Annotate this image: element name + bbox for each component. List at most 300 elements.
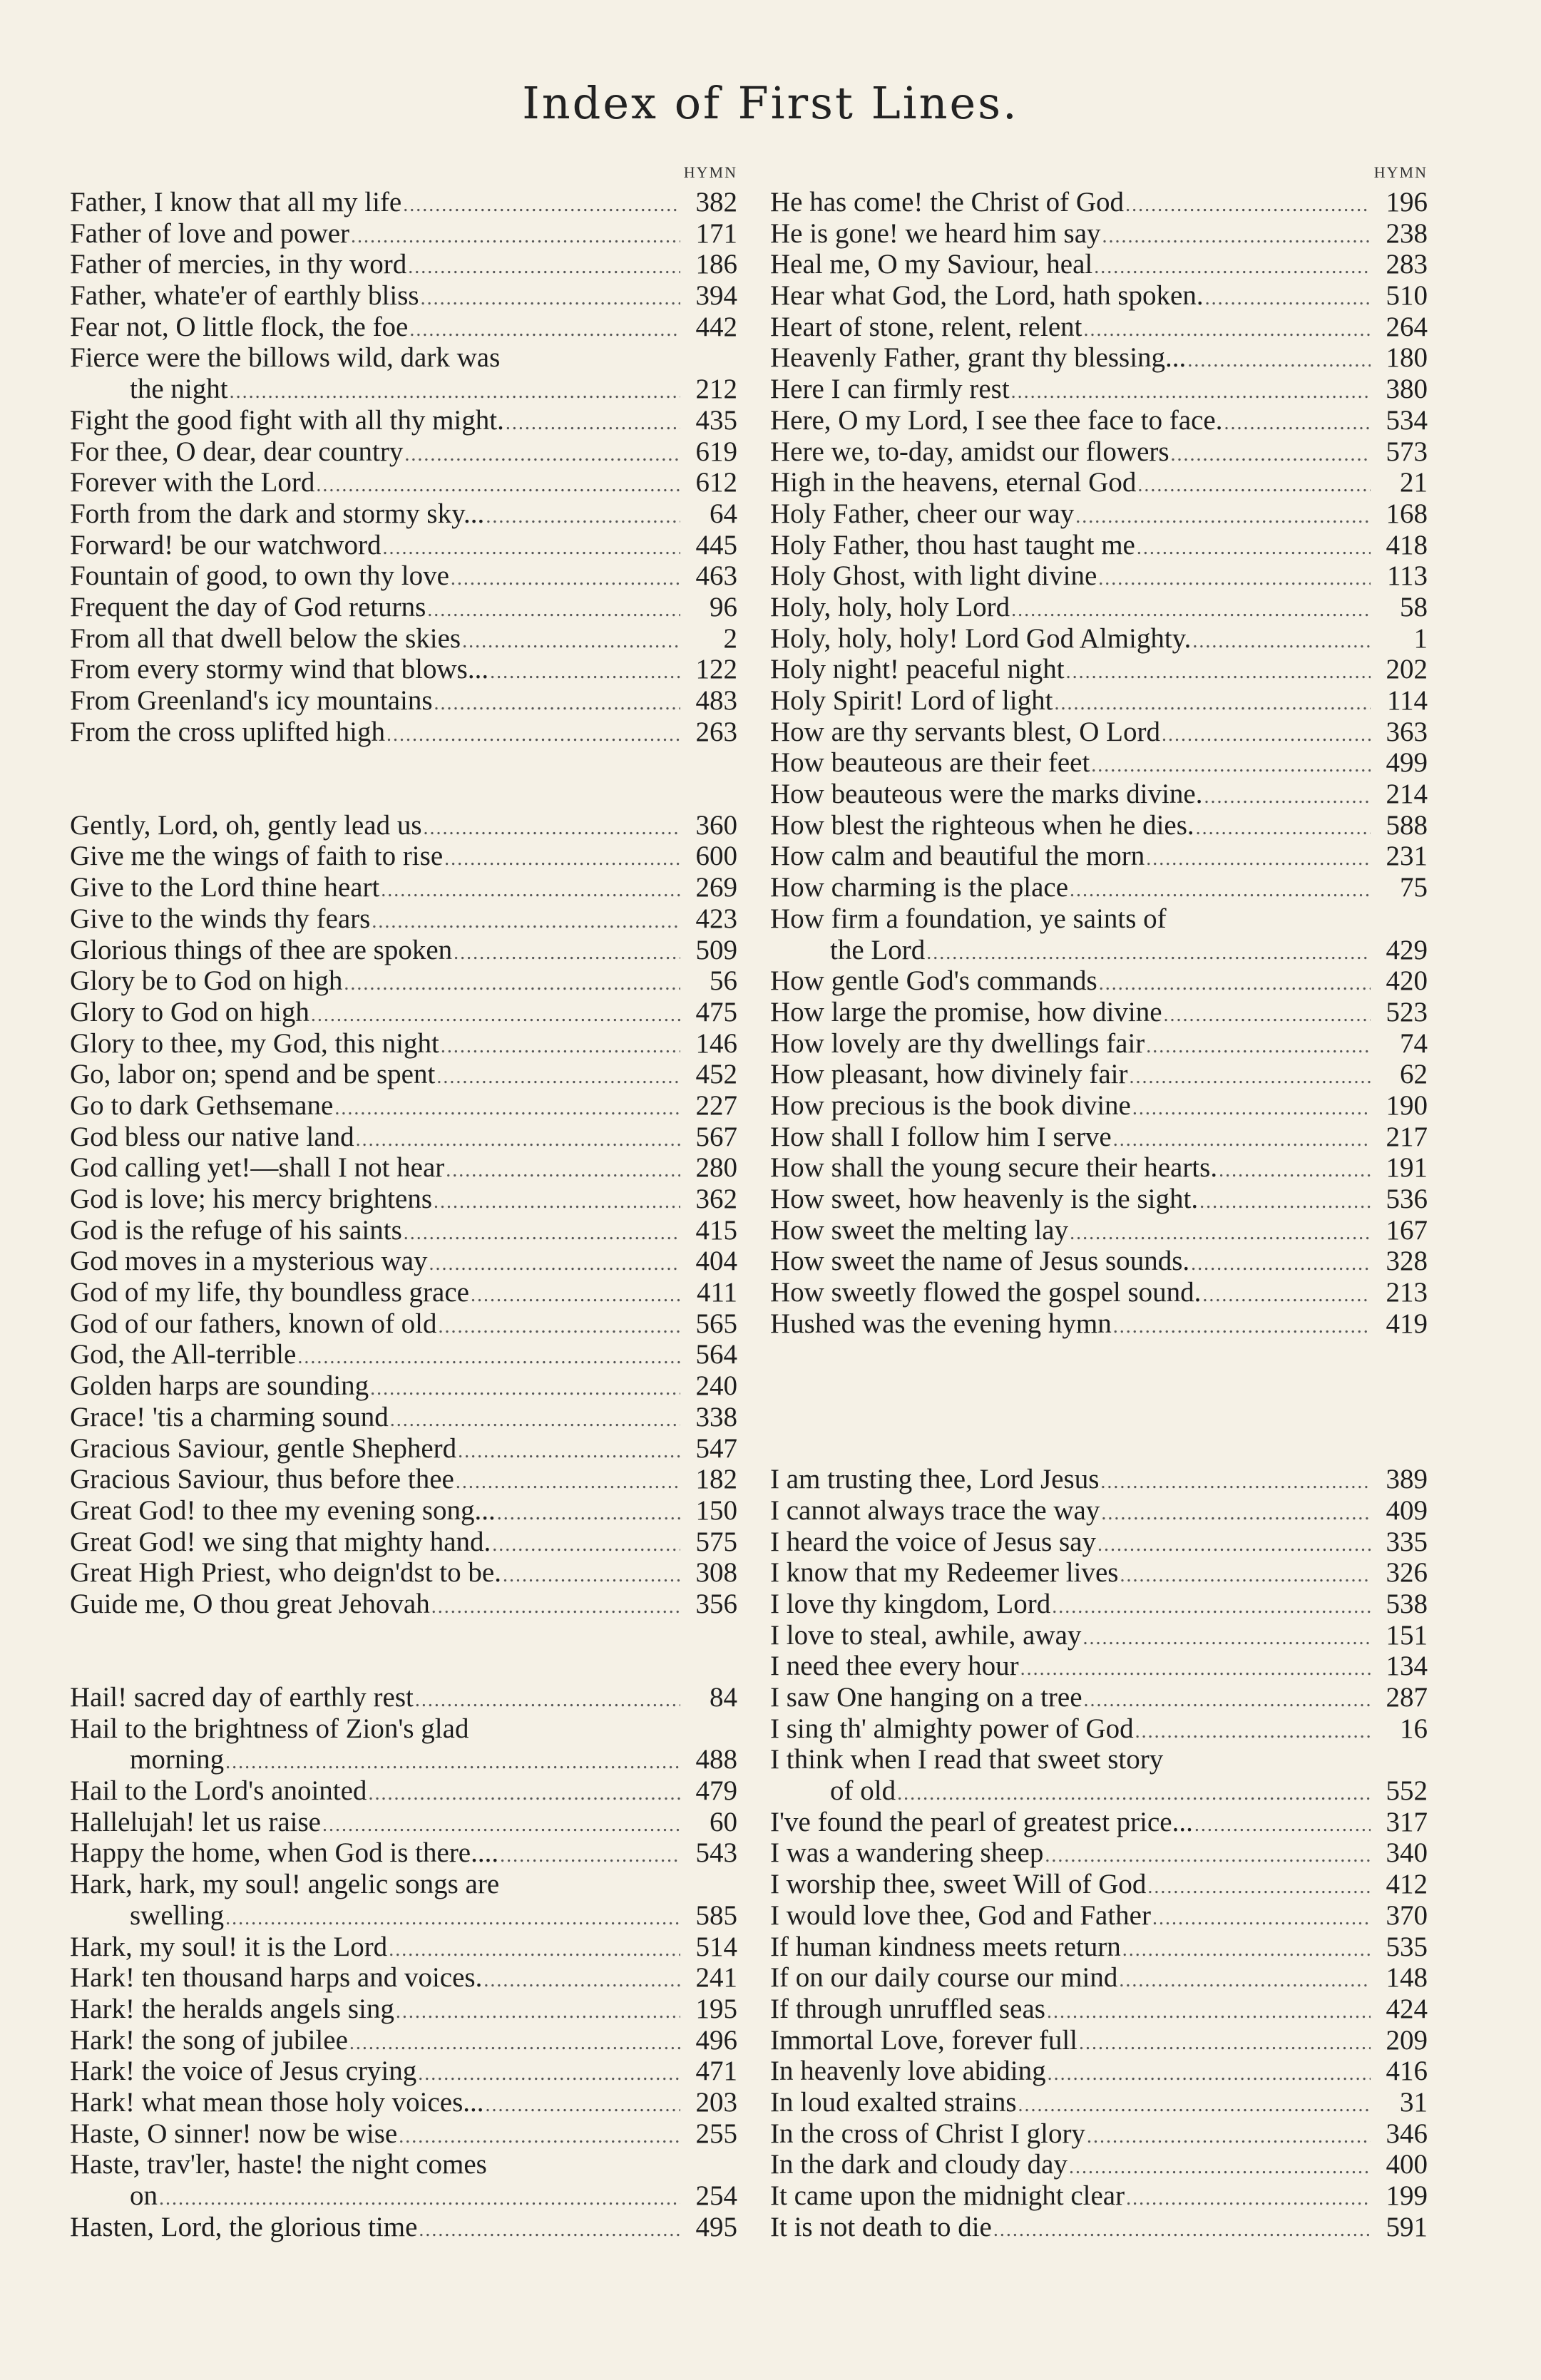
index-entry	[770, 436, 1428, 468]
hymn-number: 483	[695, 685, 737, 716]
dot-leader	[1079, 2028, 1371, 2059]
hymn-number: 471	[695, 2056, 737, 2087]
index-entry	[70, 218, 737, 250]
index-entry	[770, 1277, 1428, 1308]
first-line-text: Here, O my Lord, I see thee face to face.	[770, 404, 1223, 436]
first-line-text: From Greenland's icy mountains	[70, 685, 433, 716]
index-entry	[770, 1557, 1428, 1589]
index-entry	[70, 1184, 737, 1215]
index-entry	[70, 1837, 737, 1869]
hymn-number: 573	[1386, 436, 1428, 467]
dot-leader	[1135, 1716, 1371, 1748]
dot-leader	[424, 813, 680, 844]
first-line-text: I sing th' almighty power of God	[770, 1713, 1134, 1744]
hymn-number: 231	[1386, 841, 1428, 872]
first-line-text: Holy Father, thou hast taught me	[770, 529, 1135, 560]
index-entry	[70, 498, 737, 530]
hymn-number: 148	[1386, 1962, 1428, 1994]
index-entry	[770, 1651, 1428, 1682]
dot-leader	[225, 1903, 680, 1934]
dot-leader	[1120, 1560, 1371, 1591]
index-entry	[70, 342, 737, 404]
index-entry	[770, 1090, 1428, 1122]
index-entry	[770, 1837, 1428, 1869]
first-line-text: Here we, to-day, amidst our flowers	[770, 436, 1169, 467]
first-line-text: I cannot always trace the way	[770, 1494, 1100, 1526]
first-line-text: God, the All-terrible	[70, 1339, 297, 1370]
hymn-number: 536	[1386, 1184, 1428, 1214]
first-line-text: Heart of stone, relent, relent	[770, 311, 1082, 342]
hymn-number: 389	[1386, 1464, 1428, 1495]
section-gap	[770, 1402, 1428, 1464]
first-line-text: Gracious Saviour, gentle Shepherd	[70, 1432, 457, 1464]
hymn-number: 240	[695, 1370, 737, 1402]
hymn-number: 227	[695, 1089, 737, 1121]
first-line-text: Holy night! peaceful night	[770, 654, 1065, 685]
dot-leader	[1048, 2058, 1371, 2090]
hymn-number: 21	[1400, 467, 1428, 498]
hymn-number: 195	[695, 1993, 737, 2024]
index-entry	[770, 1215, 1428, 1246]
hymn-number: 134	[1386, 1651, 1428, 1682]
first-line-text: Golden harps are sounding	[70, 1370, 369, 1402]
hymn-number: 1	[1413, 622, 1428, 654]
hymn-number: 564	[695, 1339, 737, 1370]
index-entry	[770, 342, 1428, 374]
hymn-number: 400	[1386, 2149, 1428, 2180]
index-entry	[770, 249, 1428, 280]
index-entry	[770, 1962, 1428, 1994]
dot-leader	[1113, 1311, 1371, 1343]
index-entry	[770, 1464, 1428, 1495]
hymn-number: 64	[710, 498, 737, 529]
first-line-text: Haste, trav'ler, haste! the night comes	[70, 2149, 487, 2180]
first-line-text: If on our daily course our mind	[770, 1962, 1118, 1994]
hymn-number: 509	[695, 934, 737, 965]
first-line-text: Glorious things of thee are spoken	[70, 934, 453, 965]
dot-leader	[1125, 190, 1371, 221]
index-entry	[770, 1059, 1428, 1090]
first-line-text: Gently, Lord, oh, gently lead us	[70, 809, 422, 841]
hymn-number: 442	[695, 311, 737, 342]
dot-leader	[436, 1062, 680, 1093]
index-entry	[770, 810, 1428, 841]
index-entry	[770, 1122, 1428, 1153]
index-entry	[70, 1152, 737, 1184]
first-line-text: Holy Father, cheer our way	[770, 498, 1075, 529]
hymn-number: 241	[695, 1962, 737, 1994]
dot-leader	[897, 1778, 1371, 1810]
first-line-text: I know that my Redeemer lives	[770, 1557, 1119, 1589]
dot-leader	[230, 376, 680, 408]
index-entry	[770, 405, 1428, 436]
page-title: Index of First Lines.	[522, 77, 1019, 129]
index-entry	[770, 1932, 1428, 1963]
hymn-number: 488	[695, 1744, 737, 1775]
hymn-number: 380	[1386, 374, 1428, 405]
first-line-text: From every stormy wind that blows...	[70, 654, 489, 685]
first-line-text: Hail! sacred day of earthly rest	[70, 1682, 414, 1713]
first-line-text: Go to dark Gethsemane	[70, 1089, 334, 1121]
dot-leader	[1082, 1623, 1371, 1654]
first-line-text: I love to steal, awhile, away	[770, 1619, 1082, 1651]
index-entry	[770, 1028, 1428, 1060]
hymn-number: 168	[1386, 498, 1428, 529]
hymn-number: 264	[1386, 311, 1428, 342]
entry-list	[770, 187, 1428, 2242]
first-line-text: Holy Ghost, with light divine	[770, 560, 1097, 592]
dot-leader	[1171, 439, 1371, 471]
dot-leader	[403, 190, 680, 221]
dot-leader	[389, 1934, 680, 1966]
hymn-number: 16	[1400, 1713, 1428, 1744]
index-entry	[770, 747, 1428, 779]
first-line-text: I would love thee, God and Father	[770, 1899, 1151, 1931]
hymn-number: 2	[723, 622, 737, 654]
index-entry	[770, 530, 1428, 561]
index-entry	[770, 560, 1428, 592]
index-entry	[70, 997, 737, 1028]
index-entry	[770, 685, 1428, 717]
index-entry	[70, 1713, 737, 1775]
first-line-text: Hail to the Lord's anointed	[70, 1775, 367, 1807]
index-entry	[770, 872, 1428, 903]
hymn-number: 496	[695, 2024, 737, 2056]
first-line-text: Hail to the brightness of Zion's glad	[70, 1713, 469, 1744]
hymn-number: 534	[1386, 404, 1428, 436]
first-line-text: Fountain of good, to own thy love	[70, 560, 449, 592]
hymn-number: 269	[695, 872, 737, 903]
index-entry	[770, 2025, 1428, 2056]
index-entry	[770, 1527, 1428, 1558]
first-line-text: Glory to God on high	[70, 996, 309, 1027]
index-entry	[70, 1215, 737, 1246]
first-line-text: Great God! to thee my evening song...	[70, 1494, 496, 1526]
dot-leader	[1187, 345, 1371, 376]
index-entry	[770, 312, 1428, 343]
dot-leader	[434, 1186, 680, 1218]
hymn-number: 84	[710, 1682, 737, 1713]
index-entry	[70, 530, 737, 561]
index-entry	[770, 187, 1428, 218]
index-entry	[70, 965, 737, 997]
dot-leader	[399, 2121, 680, 2153]
hymn-number: 96	[710, 591, 737, 622]
first-line-text: Hark! what mean those holy voices...	[70, 2086, 484, 2118]
first-line-text: God is love; his mercy brightens	[70, 1184, 433, 1215]
dot-leader	[322, 1810, 680, 1841]
first-line-text: How charming is the place	[770, 872, 1069, 903]
first-line-text: It is not death to die	[770, 2211, 992, 2242]
first-line-text: In the cross of Christ I glory	[770, 2118, 1085, 2149]
index-entry	[70, 2025, 737, 2056]
dot-leader	[370, 1373, 680, 1405]
index-entry	[770, 467, 1428, 498]
first-line-text: Father of love and power	[70, 217, 350, 249]
index-entry	[70, 1464, 737, 1495]
hymn-number: 146	[695, 1027, 737, 1059]
first-line-text: How shall the young secure their hearts.	[770, 1152, 1218, 1184]
hymn-number: 404	[695, 1246, 737, 1277]
first-line-text: Heavenly Father, grant thy blessing...	[770, 342, 1187, 374]
dot-leader	[1066, 657, 1371, 688]
index-entry	[70, 249, 737, 280]
index-entry	[770, 374, 1428, 405]
hymn-number: 114	[1386, 685, 1428, 716]
dot-leader	[1069, 2152, 1371, 2183]
first-line-text: How sweet, how heavenly is the sight.	[770, 1184, 1199, 1214]
first-line-text: Hark! ten thousand harps and voices.	[70, 1962, 483, 1994]
first-line-text: Hushed was the evening hymn	[770, 1308, 1112, 1339]
dot-leader	[1196, 813, 1371, 844]
index-entry	[770, 2087, 1428, 2118]
dot-leader	[506, 408, 680, 439]
index-entry	[770, 1246, 1428, 1277]
dot-leader	[390, 1405, 680, 1436]
dot-leader	[1202, 1280, 1371, 1311]
hymn-number: 113	[1386, 560, 1428, 592]
first-line-text: morning	[130, 1744, 225, 1775]
dot-leader	[1129, 1062, 1371, 1093]
first-line-text: Frequent the day of God returns	[70, 591, 426, 622]
first-line-text: Give to the winds thy fears	[70, 903, 371, 934]
first-line-text: Happy the home, when God is there....	[70, 1837, 499, 1869]
first-line-text: It came upon the midnight clear	[770, 2180, 1125, 2212]
dot-leader	[1162, 719, 1371, 751]
hymn-number: 58	[1400, 591, 1428, 622]
first-line-text: How sweet the name of Jesus sounds.	[770, 1246, 1190, 1277]
index-entry	[70, 2149, 737, 2211]
dot-leader	[1199, 1186, 1371, 1218]
first-line-text: How beauteous were the marks divine.	[770, 779, 1203, 810]
first-line-text: How lovely are thy dwellings fair	[770, 1027, 1145, 1059]
index-entry	[70, 654, 737, 685]
index-entry	[770, 1184, 1428, 1215]
dot-leader	[1164, 1000, 1371, 1031]
hymn-number: 283	[1386, 249, 1428, 280]
dot-leader	[159, 2183, 680, 2215]
dot-leader	[444, 843, 680, 875]
dot-leader	[1147, 1872, 1371, 1903]
dot-leader	[1137, 470, 1371, 501]
hymn-number: 56	[710, 965, 737, 997]
dot-leader	[316, 470, 680, 501]
hymn-number: 418	[1386, 529, 1428, 560]
dot-leader	[225, 1747, 680, 1778]
first-line-text: From the cross uplifted high	[70, 716, 385, 747]
hymn-number: 435	[695, 404, 737, 436]
index-entry	[70, 717, 737, 748]
index-entry	[770, 2180, 1428, 2212]
first-line-text: God calling yet!—shall I not hear	[70, 1152, 445, 1184]
hymn-number: 338	[695, 1401, 737, 1432]
index-entry	[770, 841, 1428, 872]
hymn-number: 122	[695, 654, 737, 685]
dot-leader	[1146, 1031, 1371, 1062]
dot-leader	[415, 1685, 680, 1716]
hymn-number: 180	[1386, 342, 1428, 374]
hymn-number: 479	[695, 1775, 737, 1807]
hymn-number: 412	[1386, 1869, 1428, 1900]
dot-leader	[349, 2028, 680, 2059]
hymn-number: 591	[1386, 2211, 1428, 2242]
first-line-text: Grace! 'tis a charming sound	[70, 1401, 389, 1432]
hymn-number: 171	[695, 217, 737, 249]
dot-leader	[1100, 1467, 1371, 1498]
hymn-number: 612	[695, 467, 737, 498]
index-entry	[70, 467, 737, 498]
index-entry	[70, 1402, 737, 1433]
index-entry	[770, 2118, 1428, 2150]
first-line-text: How gentle God's commands	[770, 965, 1097, 997]
hymn-number: 356	[695, 1588, 737, 1619]
first-line-text: swelling	[130, 1899, 225, 1931]
dot-leader	[500, 1840, 680, 1872]
index-entry	[70, 1308, 737, 1340]
index-entry	[770, 717, 1428, 748]
dot-leader	[1047, 1996, 1371, 2028]
dot-leader	[1011, 376, 1371, 408]
hymn-number: 510	[1386, 280, 1428, 312]
hymn-number: 340	[1386, 1837, 1428, 1869]
hymn-number: 363	[1386, 716, 1428, 747]
index-entry	[70, 2118, 737, 2150]
dot-leader	[1219, 1155, 1371, 1186]
dot-leader	[492, 1529, 680, 1561]
index-entry	[70, 1090, 737, 1122]
column-header: HYMN	[683, 163, 737, 181]
hymn-number: 150	[695, 1494, 737, 1526]
dot-leader	[1018, 2090, 1371, 2121]
index-entry	[70, 1277, 737, 1308]
index-entry	[70, 841, 737, 872]
hymn-number: 362	[695, 1184, 737, 1215]
hymn-number: 254	[695, 2180, 737, 2212]
dot-leader	[1084, 1685, 1371, 1716]
hymn-number: 60	[710, 1806, 737, 1837]
hymn-number: 167	[1386, 1214, 1428, 1246]
dot-leader	[409, 314, 680, 346]
hymn-number: 255	[695, 2118, 737, 2149]
first-line-text: God moves in a mysterious way	[70, 1246, 428, 1277]
hymn-number: 535	[1386, 1931, 1428, 1962]
dot-leader	[386, 719, 680, 751]
dot-leader	[1097, 1529, 1371, 1561]
first-line-text: Fear not, O little flock, the foe	[70, 311, 409, 342]
entry-list	[70, 187, 737, 2242]
first-line-text: God of my life, thy boundless grace	[70, 1277, 469, 1308]
first-line-text: God is the refuge of his saints	[70, 1214, 402, 1246]
hymn-number: 463	[695, 560, 737, 592]
first-line-text: Forth from the dark and stormy sky...	[70, 498, 485, 529]
first-line-text: Go, labor on; spend and be spent	[70, 1059, 436, 1090]
first-line-text: Hark, my soul! it is the Lord	[70, 1931, 388, 1962]
index-entry	[70, 685, 737, 717]
dot-leader	[1020, 1653, 1371, 1685]
hymn-number: 75	[1400, 872, 1428, 903]
first-line-text: I am trusting thee, Lord Jesus	[770, 1464, 1100, 1495]
index-entry	[70, 436, 737, 468]
index-entry	[770, 2056, 1428, 2087]
index-entry	[70, 1962, 737, 1994]
first-line-text: Glory be to God on high	[70, 965, 343, 997]
hymn-number: 514	[695, 1931, 737, 1962]
first-line-text: Hark! the song of jubilee	[70, 2024, 348, 2056]
first-line-text: From all that dwell below the skies	[70, 622, 461, 654]
first-line-text: God bless our native land	[70, 1121, 354, 1152]
index-entry	[770, 1869, 1428, 1900]
index-entry	[70, 623, 737, 655]
first-line-text: Immortal Love, forever full	[770, 2024, 1077, 2056]
index-entry	[770, 280, 1428, 312]
index-entry	[70, 2056, 737, 2087]
index-entry	[70, 1682, 737, 1713]
first-line-text: I've found the pearl of greatest price...	[770, 1806, 1193, 1837]
hymn-number: 202	[1386, 654, 1428, 685]
hymn-number: 346	[1386, 2118, 1428, 2149]
dot-leader	[483, 1965, 680, 1996]
hymn-number: 203	[695, 2086, 737, 2118]
dot-leader	[408, 252, 680, 283]
hymn-number: 328	[1386, 1246, 1428, 1277]
first-line-text: Give me the wings of faith to rise	[70, 841, 444, 872]
hymn-number: 547	[695, 1432, 737, 1464]
index-entry	[70, 1932, 737, 1963]
hymn-number: 499	[1386, 747, 1428, 779]
first-line-text: Here I can firmly rest	[770, 374, 1010, 405]
dot-leader	[419, 2215, 680, 2246]
first-line-text: Haste, O sinner! now be wise	[70, 2118, 398, 2149]
first-line-text: Forever with the Lord	[70, 467, 315, 498]
index-entry	[70, 1527, 737, 1558]
dot-leader	[431, 1591, 680, 1623]
hymn-number: 213	[1386, 1277, 1428, 1308]
index-entry	[70, 312, 737, 343]
dot-leader	[427, 595, 680, 626]
hymn-number: 411	[696, 1277, 737, 1308]
dot-leader	[1101, 1498, 1371, 1529]
index-entry	[70, 1028, 737, 1060]
index-entry	[70, 1807, 737, 1838]
index-entry	[70, 280, 737, 312]
dot-leader	[1126, 2183, 1371, 2215]
dot-leader	[1052, 1591, 1371, 1623]
dot-leader	[486, 501, 680, 533]
dot-leader	[451, 563, 680, 595]
first-line-text: Give to the Lord thine heart	[70, 872, 380, 903]
hymn-number: 335	[1386, 1526, 1428, 1557]
dot-leader	[1070, 1218, 1371, 1249]
first-line-text: I saw One hanging on a tree	[770, 1682, 1082, 1713]
index-entry	[70, 935, 737, 966]
index-entry	[70, 1495, 737, 1527]
hymn-number: 151	[1386, 1619, 1428, 1651]
first-line-text: Hark! the voice of Jesus crying	[70, 2056, 417, 2087]
dot-leader	[344, 968, 680, 1000]
dot-leader	[418, 2058, 680, 2090]
hymn-number: 191	[1386, 1152, 1428, 1184]
hymn-number: 445	[695, 529, 737, 560]
first-line-text: How firm a foundation, ye saints of	[770, 903, 1167, 934]
dot-leader	[334, 1093, 680, 1124]
dot-leader	[1194, 1810, 1371, 1841]
dot-leader	[497, 1498, 680, 1529]
hymn-number: 31	[1400, 2086, 1428, 2118]
hymn-number: 382	[695, 187, 737, 217]
first-line-text: God of our fathers, known of old	[70, 1308, 437, 1339]
hymn-number: 600	[695, 841, 737, 872]
index-entry	[770, 2149, 1428, 2180]
